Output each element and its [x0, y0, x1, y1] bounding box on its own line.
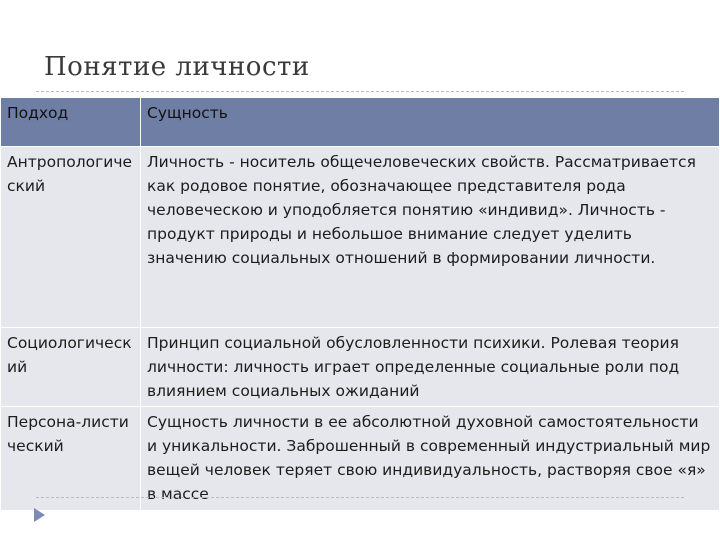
essence-cell: Сущность личности в ее абсолютной духовной самостоятельности и уникальности. Заброшенный в современный индустриальный мир вещей человек теряет свою индивидуальность, растворяя свое «я» в массе — [141, 407, 720, 511]
table-header-row — [1, 98, 720, 147]
table-row — [1, 328, 720, 407]
bottom-divider — [36, 497, 684, 498]
slide-title: Понятие личности — [44, 52, 310, 82]
essence-cell: Личность - носитель общечеловеческих свойств. Рассматривается как родовое понятие, обозначающее представителя рода человеческою и уподобляется понятию «индивид». Личность - продукт природы и небольшое внимание следует уделить значению социальных отношений в формировании личности. — [141, 147, 720, 328]
table-row — [1, 407, 720, 511]
approach-cell: Социологический — [1, 328, 141, 407]
approach-table — [0, 97, 720, 511]
essence-cell: Принцип социальной обусловленности психики. Ролевая теория личности: личность играет определенные социальные роли под влиянием социальных ожиданий — [141, 328, 720, 407]
table-row — [1, 147, 720, 328]
title-divider — [36, 91, 684, 92]
header-essence: Сущность — [141, 98, 720, 147]
header-approach: Подход — [1, 98, 141, 147]
triangle-bullet-icon — [34, 508, 45, 522]
approach-cell: Антропологический — [1, 147, 141, 328]
approach-cell: Персона-листический — [1, 407, 141, 511]
